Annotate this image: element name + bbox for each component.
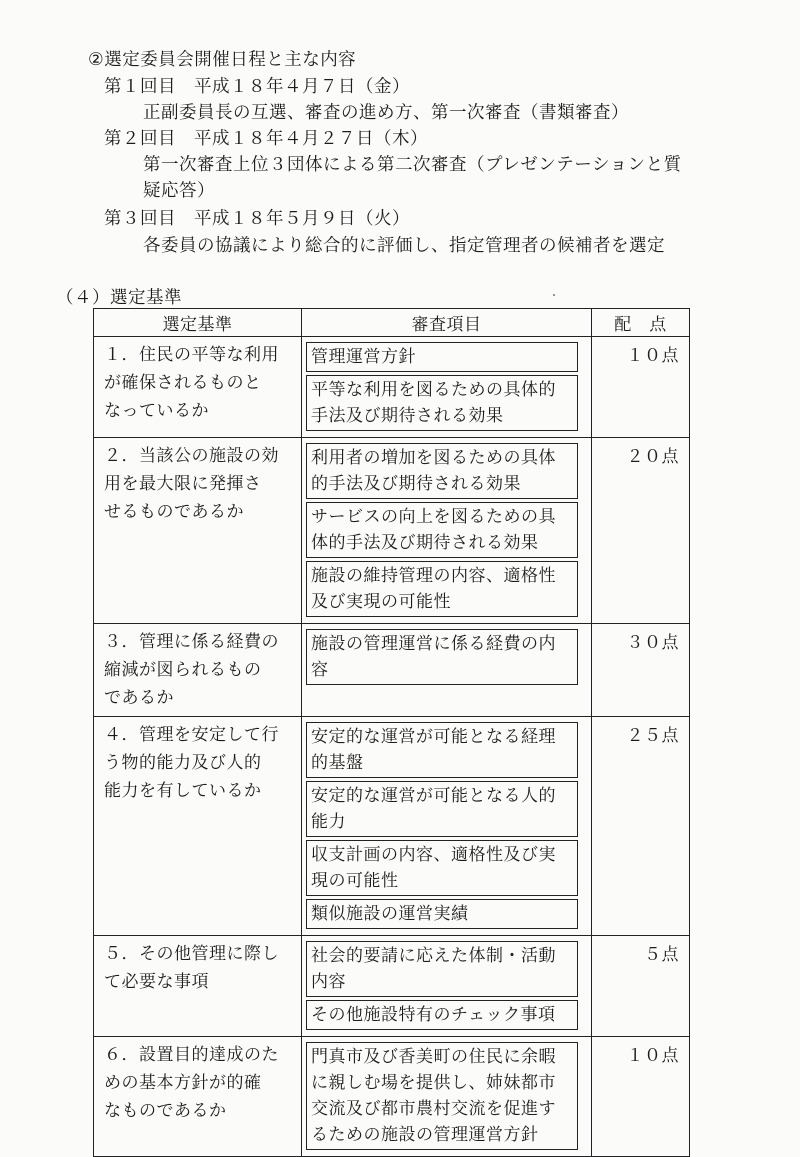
criterion-line: ６．設置目的達成のた [104, 1045, 279, 1065]
table-row [94, 1037, 690, 1157]
table-row [94, 337, 690, 438]
review-item-line: 社会的要請に応えた体制・活動 [311, 946, 556, 966]
table-row [94, 717, 690, 936]
review-item-line: 安定的な運営が可能となる人的 [311, 786, 556, 806]
review-item-line: 収支計画の内容、適格性及び実 [311, 845, 556, 865]
review-item-line: 体的手法及び期待される効果 [311, 533, 539, 553]
points-cell: ５点 [592, 936, 690, 1037]
review-items-cell [302, 337, 592, 438]
criterion-line: なっているか [104, 401, 209, 421]
criterion-line: １．住民の平等な利用 [104, 345, 279, 365]
section-title: （４）選定基準 [56, 288, 182, 308]
header-points: 配 点 [592, 309, 690, 337]
review-item [306, 443, 578, 499]
criterion-cell [94, 337, 302, 438]
points-cell: ２５点 [592, 717, 690, 936]
review-item [306, 1000, 578, 1030]
criterion-line: 用を最大限に発揮さ [104, 474, 262, 494]
session-3-label: 第３回目 平成１８年５月９日（火） [104, 209, 410, 229]
scan-speck [553, 294, 555, 296]
review-item [306, 629, 578, 685]
review-item-line: 類似施設の運営実績 [311, 904, 469, 924]
criterion-line: う物的能力及び人的 [104, 753, 262, 773]
review-item-line: 門真市及び香美町の住民に余暇 [311, 1047, 556, 1067]
review-item-line: 交流及び都市農村交流を促進す [311, 1099, 556, 1119]
session-2-detail-cont: 疑応答） [143, 181, 215, 201]
review-item [306, 502, 578, 558]
table-row [94, 438, 690, 624]
criterion-cell [94, 624, 302, 717]
review-item [306, 342, 578, 372]
review-item-line: 施設の管理運営に係る経費の内 [311, 634, 556, 654]
review-items-cell [302, 624, 592, 717]
review-item-line: 的手法及び期待される効果 [311, 474, 521, 494]
session-2-detail: 第一次審査上位３団体による第二次審査（プレゼンテーションと質 [143, 155, 682, 175]
criterion-line: ５．その他管理に際し [104, 944, 279, 964]
review-item-line: 利用者の増加を図るための具体 [311, 448, 556, 468]
review-item [306, 840, 578, 896]
review-item-line: 的基盤 [311, 753, 364, 773]
selection-criteria-table [93, 308, 690, 1157]
header-criterion: 選定基準 [94, 309, 302, 337]
criterion-line: 能力を有しているか [104, 781, 262, 801]
review-items-cell [302, 717, 592, 936]
review-item-line: 平等な利用を図るための具体的 [311, 380, 556, 400]
review-item-line: 及び実現の可能性 [311, 592, 451, 612]
review-item-line: 能力 [311, 812, 346, 832]
criterion-line: 縮減が図られるもの [104, 660, 262, 680]
review-item [306, 561, 578, 617]
review-item [306, 781, 578, 837]
criterion-line: て必要な事項 [104, 972, 209, 992]
points-cell: １０点 [592, 337, 690, 438]
header-items: 審査項目 [302, 309, 592, 337]
review-item-line: 手法及び期待される効果 [311, 406, 504, 426]
review-items-cell [302, 1037, 592, 1157]
criterion-line: せるものであるか [104, 502, 244, 522]
session-1-label: 第１回目 平成１８年４月７日（金） [104, 77, 410, 97]
review-item [306, 375, 578, 431]
review-item-line: その他施設特有のチェック事項 [311, 1005, 556, 1025]
criterion-line: めの基本方針が的確 [104, 1073, 262, 1093]
review-item-line: るための施設の管理運営方針 [311, 1125, 539, 1145]
review-item [306, 722, 578, 778]
session-1-detail: 正副委員長の互選、審査の進め方、第一次審査（書類審査） [143, 103, 629, 123]
review-items-cell [302, 936, 592, 1037]
review-item-line: 管理運営方針 [311, 347, 416, 367]
review-item-line: 現の可能性 [311, 871, 399, 891]
session-3-detail: 各委員の協議により総合的に評価し、指定管理者の候補者を選定 [143, 236, 665, 256]
review-item-line: に親しむ場を提供し、姉妹都市 [311, 1073, 556, 1093]
table-header-row [94, 309, 690, 337]
points-cell: ３０点 [592, 624, 690, 717]
schedule-heading: ②選定委員会開催日程と主な内容 [88, 50, 357, 70]
points-cell: １０点 [592, 1037, 690, 1157]
review-item [306, 1042, 578, 1150]
review-item-line: 安定的な運営が可能となる経理 [311, 727, 556, 747]
review-item-line: 容 [311, 660, 329, 680]
criterion-cell [94, 717, 302, 936]
criterion-cell [94, 936, 302, 1037]
review-items-cell [302, 438, 592, 624]
session-2-label: 第２回目 平成１８年４月２７日（木） [104, 129, 428, 149]
points-cell: ２０点 [592, 438, 690, 624]
criterion-line: ２．当該公の施設の効 [104, 446, 279, 466]
criterion-cell [94, 438, 302, 624]
review-item [306, 899, 578, 929]
criterion-line: が確保されるものと [104, 373, 262, 393]
criterion-line: ４．管理を安定して行 [104, 725, 279, 745]
review-item-line: サービスの向上を図るための具 [311, 507, 556, 527]
table-row [94, 936, 690, 1037]
criterion-line: であるか [104, 688, 174, 708]
review-item-line: 施設の維持管理の内容、適格性 [311, 566, 556, 586]
criterion-line: なものであるか [104, 1101, 227, 1121]
review-item-line: 内容 [311, 972, 346, 992]
table-row [94, 624, 690, 717]
review-item [306, 941, 578, 997]
criterion-cell [94, 1037, 302, 1157]
criterion-line: ３．管理に係る経費の [104, 632, 279, 652]
